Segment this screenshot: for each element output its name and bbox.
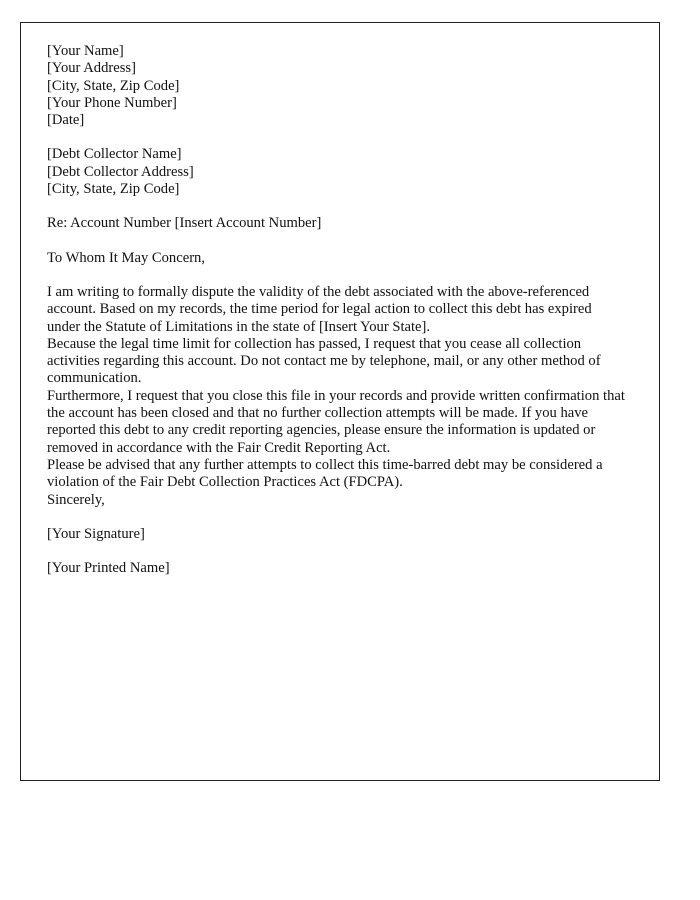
signature-placeholder: [Your Signature]	[47, 525, 145, 542]
sender-line-date: [Date]	[47, 112, 85, 129]
sender-line-phone: [Your Phone Number]	[47, 94, 177, 111]
letter-body	[47, 43, 625, 577]
recipient-line-city-state-zip: [City, State, Zip Code]	[47, 181, 180, 198]
signature-block	[47, 526, 625, 543]
sender-address-block	[47, 43, 625, 129]
printed-name-placeholder: [Your Printed Name]	[47, 560, 170, 577]
printed-name-block	[47, 560, 625, 577]
body-paragraph-3: Furthermore, I request that you close this file in your records and provide written confirmation that the account has been closed and that no further collection attempts will be made. If you have reported this debt to any credit reporting agencies, please ensure the information is updated or removed in accordance with the Fair Credit Reporting Act.	[47, 387, 625, 456]
sender-line-name: [Your Name]	[47, 43, 124, 59]
body-paragraph-4: Please be advised that any further attempts to collect this time-barred debt may be considered a violation of the Fair Debt Collection Practices Act (FDCPA).	[47, 456, 603, 491]
recipient-line-address: [Debt Collector Address]	[47, 163, 194, 180]
sender-line-address: [Your Address]	[47, 60, 136, 77]
body-paragraph-2: Because the legal time limit for collection has passed, I request that you cease all collection activities regarding this account. Do not contact me by telephone, mail, or any other method of communication.	[47, 335, 601, 387]
salutation: To Whom It May Concern,	[47, 249, 205, 266]
subject-line-block	[47, 215, 625, 232]
subject-line: Re: Account Number [Insert Account Number]	[47, 215, 322, 232]
recipient-address-block	[47, 146, 625, 198]
salutation-block	[47, 250, 625, 267]
closing-block	[47, 492, 625, 509]
sender-line-city-state-zip: [City, State, Zip Code]	[47, 77, 180, 94]
letter-page	[20, 22, 660, 781]
recipient-line-name: [Debt Collector Name]	[47, 146, 182, 163]
closing-salutation: Sincerely,	[47, 491, 105, 508]
body-paragraph-1: I am writing to formally dispute the validity of the debt associated with the above-referenced account. Based on my records, the time period for legal action to collect this debt has expired under the Statute of Limitations in the state of [Insert Your State].	[47, 283, 592, 335]
